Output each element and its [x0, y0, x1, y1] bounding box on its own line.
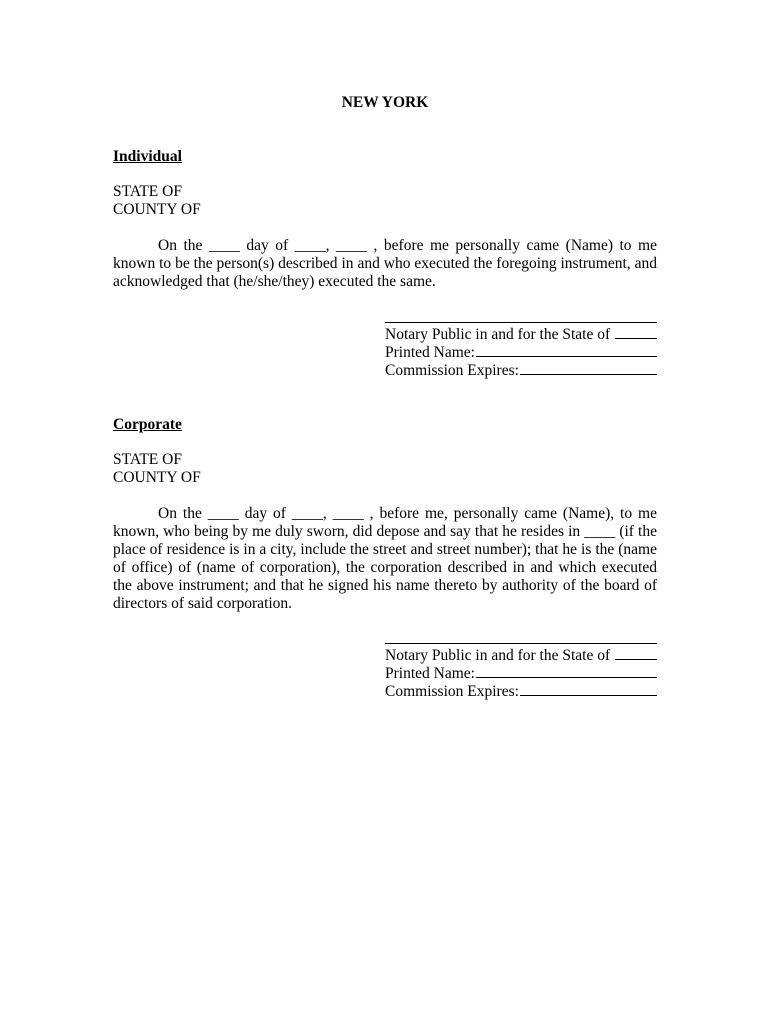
corporate-county-label: COUNTY OF: [113, 469, 201, 486]
printed-name-label: Printed Name:: [385, 344, 475, 361]
signature-line: [385, 322, 657, 323]
corporate-signature-block: [385, 643, 657, 700]
commission-row: [385, 361, 657, 379]
commission-label: Commission Expires:: [385, 683, 519, 700]
individual-heading: Individual: [113, 148, 182, 165]
individual-county-label: COUNTY OF: [113, 201, 201, 218]
notary-label: Notary Public in and for the State of: [385, 326, 611, 343]
individual-acknowledgment-paragraph: On the ____ day of ____, ____ , before me personally came (Name) to me known to be the person(s) described in and who executed the foregoing instrument, and acknowledged that (he/she/they) executed the same.: [113, 237, 657, 290]
commission-row: [385, 682, 657, 700]
page-title: NEW YORK: [341, 94, 429, 111]
printed-name-blank: [476, 664, 657, 678]
printed-name-row: [385, 343, 657, 361]
notary-row: [385, 646, 657, 664]
signature-line: [385, 643, 657, 644]
state-blank: [615, 646, 657, 660]
individual-signature-block: [385, 322, 657, 379]
commission-label: Commission Expires:: [385, 362, 519, 379]
corporate-acknowledgment-paragraph: On the ____ day of ____, ____ , before me, personally came (Name), to me known, who being by me duly sworn, did depose and say that he resides in ____ (if the place of residence is in a city, include the street and street number); that he is the (name of office) of (name of corporation), the corporation described in and which executed the above instrument; and that he signed his name thereto by authority of the board of directors of said corporation.: [113, 505, 657, 612]
printed-name-blank: [476, 343, 657, 357]
commission-blank: [520, 682, 657, 696]
printed-name-label: Printed Name:: [385, 665, 475, 682]
individual-state-label: STATE OF: [113, 183, 182, 200]
notary-label: Notary Public in and for the State of: [385, 647, 611, 664]
commission-blank: [520, 361, 657, 375]
corporate-state-label: STATE OF: [113, 451, 182, 468]
corporate-heading: Corporate: [113, 416, 182, 433]
printed-name-row: [385, 664, 657, 682]
state-blank: [615, 325, 657, 339]
notary-row: [385, 325, 657, 343]
